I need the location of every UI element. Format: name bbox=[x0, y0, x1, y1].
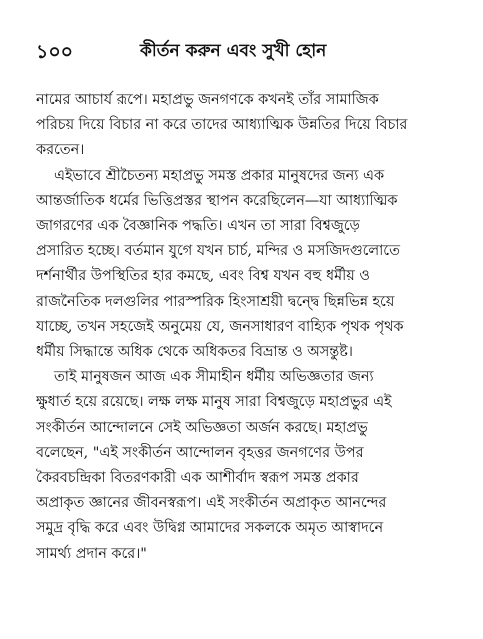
text-line: কৈরবচন্দ্রিকা বিতরণকারী এক আশীর্বাদ স্বরূপ সমস্ত প্রকার bbox=[36, 470, 359, 487]
text-line: ক্ষুধার্ত হয়ে রয়েছে। লক্ষ লক্ষ মানুষ সারা বিশ্বজুড়ে মহাপ্রভুর এই bbox=[36, 394, 392, 411]
text-line: সামর্থ্য প্রদান করে।" bbox=[36, 545, 147, 562]
running-title: কীর্তন করুন এবং সুখী হোন bbox=[140, 41, 327, 61]
text-line: সমুদ্র বৃদ্ধি করে এবং উদ্বিগ্ন আমাদের সকলকে অমৃত আস্বাদনে bbox=[36, 520, 384, 537]
paragraph-1 bbox=[36, 88, 448, 164]
text-line: তাই মানুষজন আজ এক সীমাহীন ধর্মীয় অভিজ্ঞতার জন্য bbox=[54, 369, 374, 386]
text-line: বলেছেন, "এই সংকীর্তন আন্দোলন বৃহত্তর জনগণের উপর bbox=[36, 444, 364, 461]
text-line: নামের আচার্য রূপে। মহাপ্রভু জনগণকে কখনই তাঁর সামাজিক bbox=[36, 92, 379, 108]
text-line: জাগরণের এক বৈজ্ঞানিক পদ্ধতি। এখন তা সারা বিশ্বজুড়ে bbox=[36, 218, 360, 235]
page-header bbox=[36, 34, 446, 66]
text-line: এইভাবে শ্রীচৈতন্য মহাপ্রভু সমস্ত প্রকার মানুষদের জন্য এক bbox=[54, 167, 385, 184]
paragraph-3 bbox=[36, 365, 448, 567]
text-line: আন্তর্জাতিক ধর্মের ভিত্তিপ্রস্তর স্থাপন করেছিলেন—যা আধ্যাত্মিক bbox=[36, 192, 398, 209]
text-line: দর্শনার্থীর উপস্থিতির হার কমছে, এবং বিশ্ব যখন বহু ধর্মীয় ও bbox=[36, 268, 370, 285]
text-line: যাচ্ছে, তখন সহজেই অনুমেয় যে, জনসাধারণ বাহ্যিক পৃথক পৃথক bbox=[36, 318, 404, 335]
text-line: রাজনৈতিক দলগুলির পারস্পরিক হিংসাশ্রয়ী দ্বন্দ্বে ছিন্নভিন্ন হয়ে bbox=[36, 293, 395, 310]
page-number: ১০০ bbox=[36, 41, 74, 63]
text-line: পরিচয় দিয়ে বিচার না করে তাদের আধ্যাত্মিক উন্নতির দিয়ে বিচার bbox=[36, 117, 408, 134]
text-line: প্রসারিত হচ্ছে। বর্তমান যুগে যখন চার্চ, মন্দির ও মসজিদগুলোতে bbox=[36, 243, 400, 260]
text-line: করতেন। bbox=[36, 142, 85, 159]
text-line: সংকীর্তন আন্দোলনে সেই অভিজ্ঞতা অর্জন করছে। মহাপ্রভু bbox=[36, 419, 368, 436]
paragraph-2 bbox=[36, 164, 448, 366]
text-line: অপ্রাকৃত জ্ঞানের জীবনস্বরূপ। এই সংকীর্তন অপ্রাকৃত আনন্দের bbox=[36, 495, 387, 512]
text-line: ধর্মীয় সিদ্ধান্তে অধিক থেকে অধিকতর বিভ্রান্ত ও অসন্তুষ্ট। bbox=[36, 344, 353, 361]
body-text bbox=[36, 88, 448, 567]
